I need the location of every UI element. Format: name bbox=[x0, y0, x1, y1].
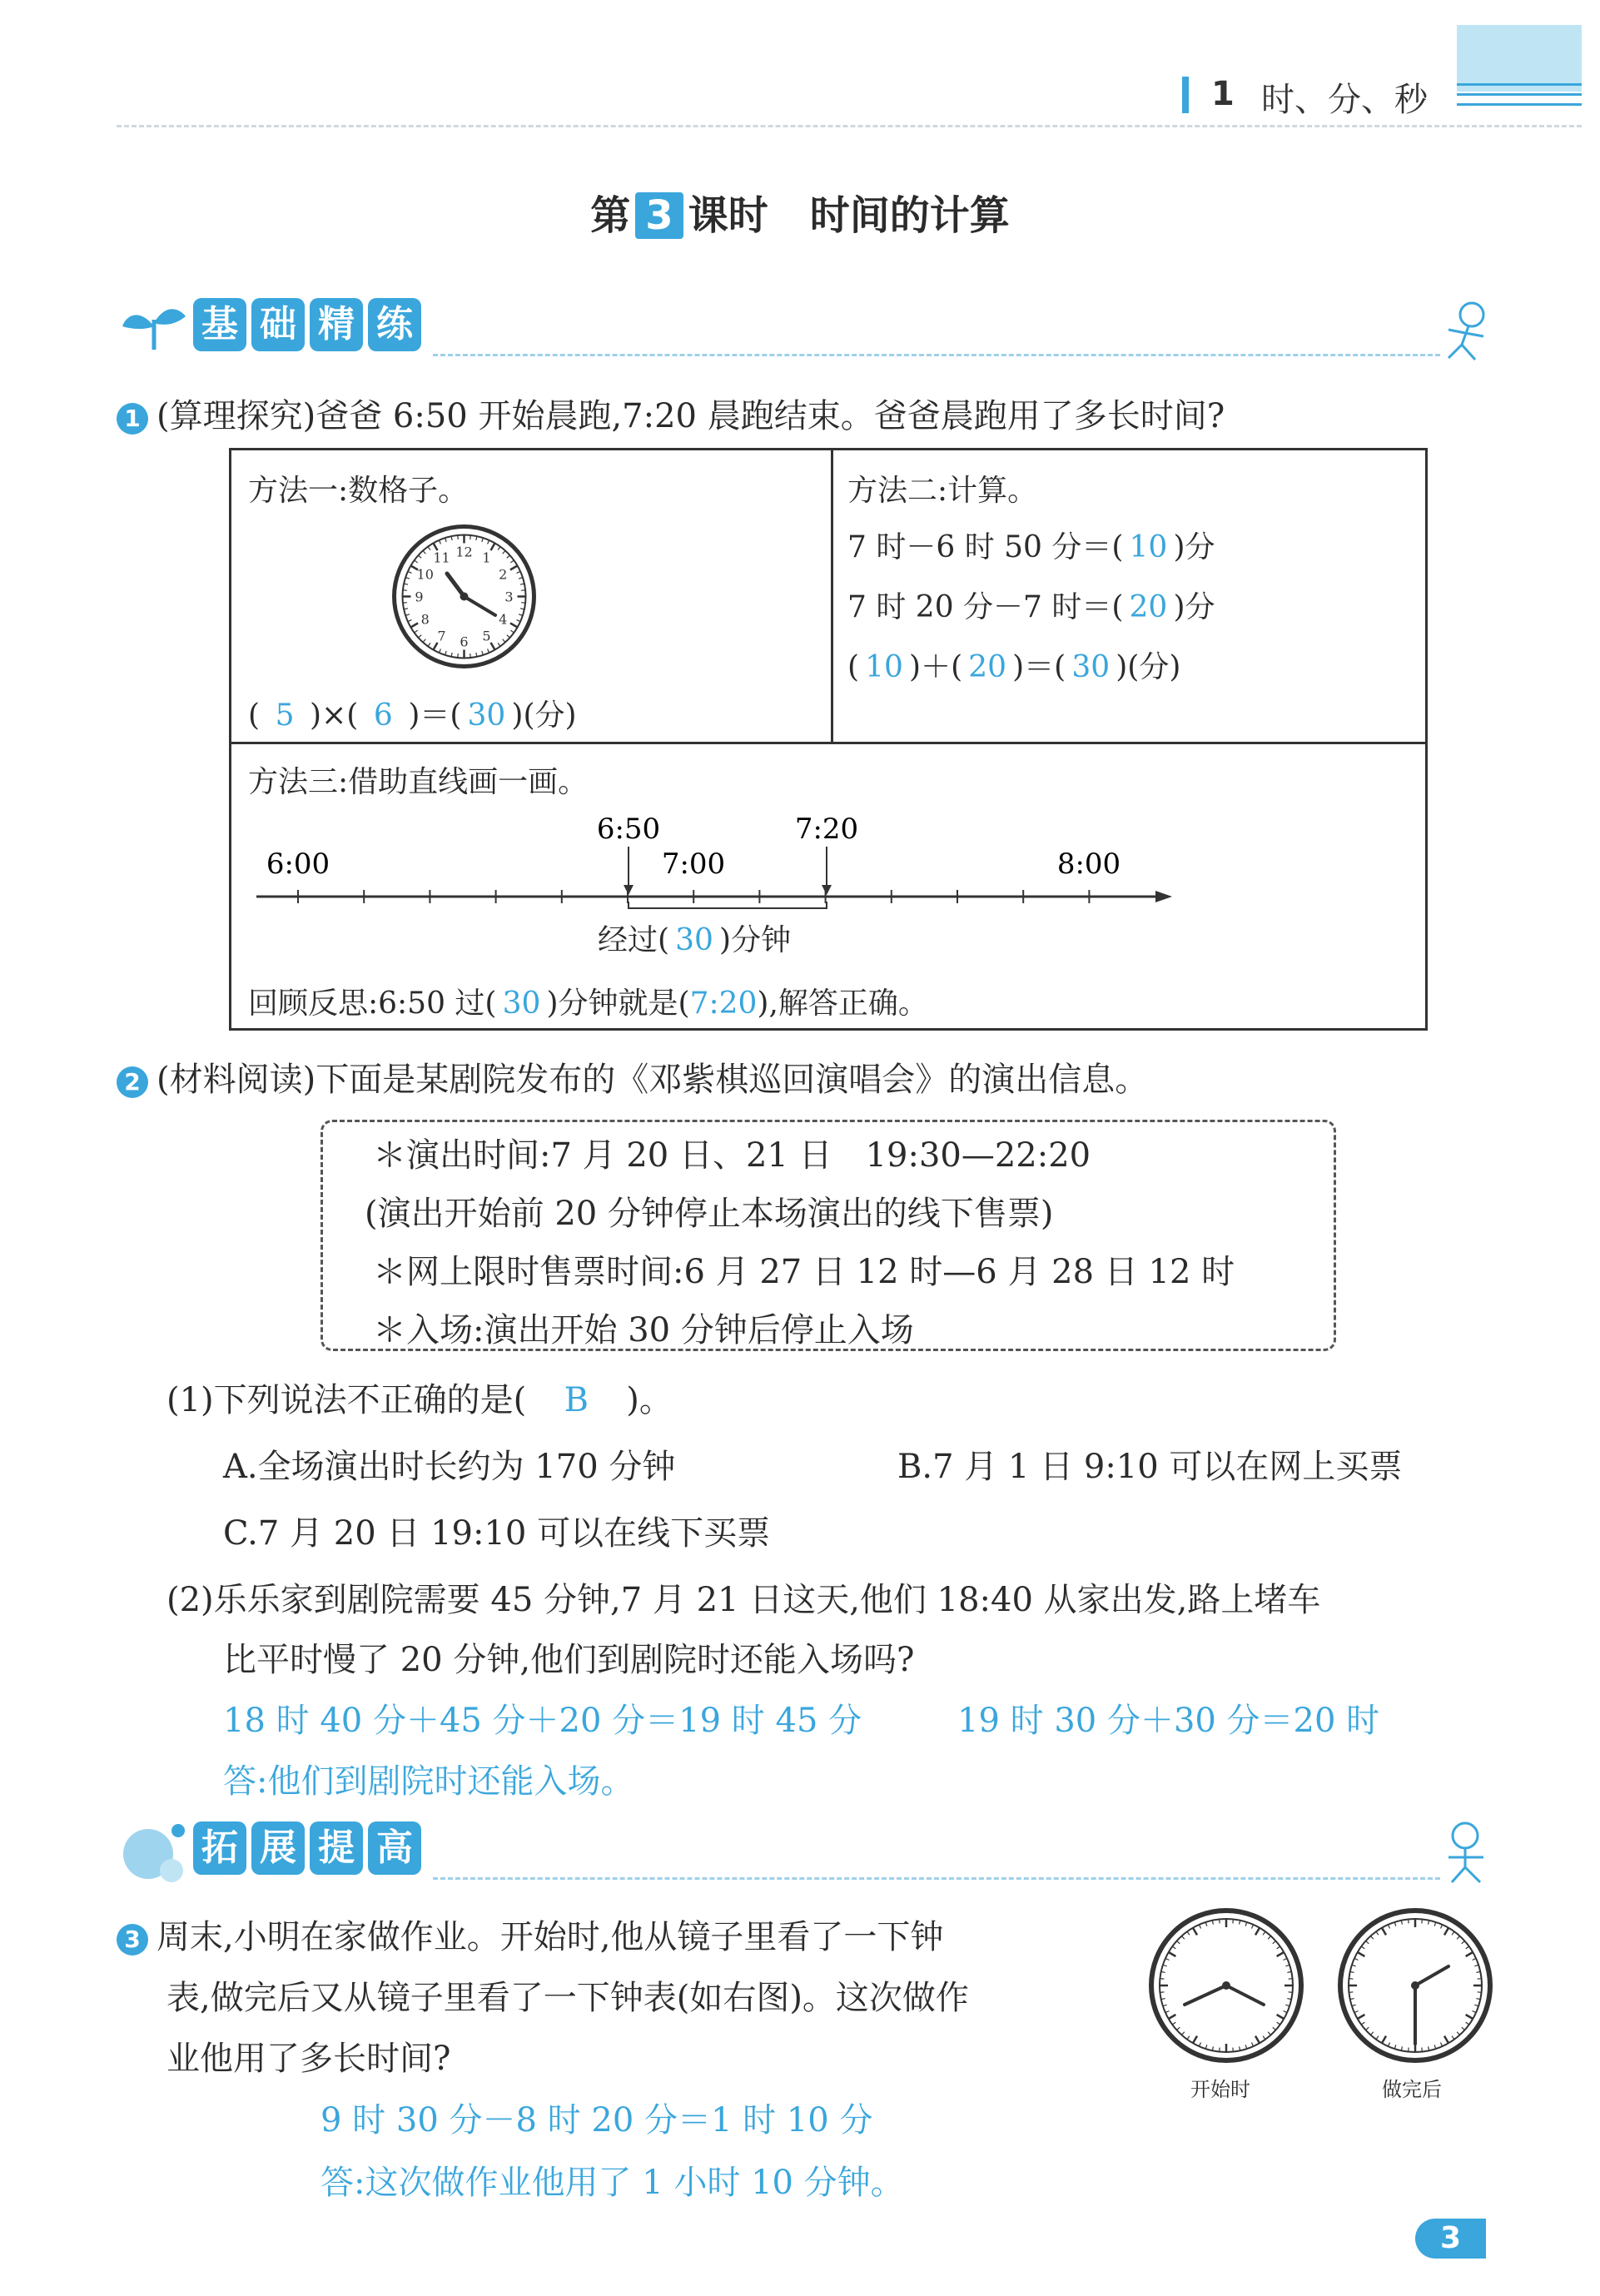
answer: 20 bbox=[1129, 590, 1168, 624]
lesson-number-badge: 3 bbox=[635, 192, 683, 239]
tick-label: 6:00 bbox=[266, 847, 330, 881]
option-c: C.7 月 20 日 19:10 可以在线下买票 bbox=[223, 1514, 771, 1553]
clock-tick bbox=[403, 590, 407, 591]
section1-char: 精 bbox=[310, 298, 363, 351]
review-line bbox=[248, 980, 928, 1022]
text: )分 bbox=[1173, 530, 1215, 564]
performance-info-box bbox=[320, 1120, 1336, 1351]
clock-tick bbox=[458, 654, 459, 658]
section-banner-basic bbox=[193, 298, 426, 356]
info-line: ＊入场:演出开始 30 分钟后停止入场 bbox=[373, 1311, 914, 1349]
q3-text: 周末,小明在家做作业。开始时,他从镜子里看了一下钟 bbox=[157, 1918, 944, 1956]
clock-number: 5 bbox=[482, 628, 491, 644]
q2-part2-line1: (2)乐乐家到剧院需要 45 分钟,7 月 21 日这天,他们 18:40 从家出发,路上堵车 bbox=[166, 1581, 1321, 1619]
text: )分钟 bbox=[719, 923, 792, 957]
method1-label: 方法一:数格子。 bbox=[248, 474, 469, 508]
option-b: B.7 月 1 日 9:10 可以在网上买票 bbox=[897, 1448, 1403, 1486]
lesson-suffix: 课时 bbox=[688, 192, 768, 239]
question-2 bbox=[117, 1053, 1148, 1101]
clock-tick bbox=[1233, 2048, 1234, 2052]
chapter-title: 时、分、秒 bbox=[1261, 81, 1428, 119]
mirror-clock-start-icon bbox=[1147, 1906, 1305, 2065]
running-kid-icon bbox=[1432, 300, 1498, 366]
text: 经过( bbox=[598, 923, 670, 957]
question-1-text: (算理探究)爸爸 6:50 开始晨跑,7:20 晨跑结束。爸爸晨跑用了多长时间? bbox=[157, 397, 1225, 435]
q2-answer-calc2: 19 时 30 分＋30 分＝20 时 bbox=[957, 1702, 1380, 1740]
method3-label: 方法三:借助直线画一画。 bbox=[248, 765, 589, 799]
sprout-icon bbox=[121, 301, 187, 351]
mirror-clock-end-icon bbox=[1336, 1906, 1494, 2065]
answer: 30 bbox=[467, 698, 506, 733]
answer: 10 bbox=[865, 650, 903, 684]
text: )分 bbox=[1173, 590, 1215, 624]
answer: 5 bbox=[275, 698, 295, 733]
q2-part2-line2: 比平时慢了 20 分钟,他们到剧院时还能入场吗? bbox=[223, 1641, 915, 1679]
reading-kid-icon bbox=[1432, 1819, 1498, 1886]
header-stripe bbox=[1457, 93, 1582, 96]
clock-number: 6 bbox=[460, 634, 469, 650]
clock-tick bbox=[1289, 1979, 1293, 1980]
clock-tick bbox=[458, 535, 459, 539]
number-line bbox=[256, 808, 1180, 925]
method2-line3: ( 10 )＋( 20 )＝( 30 )(分) bbox=[847, 650, 1181, 684]
unit-label: (分) bbox=[523, 698, 577, 733]
clock-tick bbox=[1349, 1979, 1353, 1980]
clock-number: 9 bbox=[415, 589, 424, 605]
tick-label: 7:00 bbox=[661, 847, 726, 881]
info-line: ＊演出时间:7 月 20 日、21 日 19:30—22:20 bbox=[373, 1136, 1091, 1175]
clock-number: 2 bbox=[499, 566, 508, 583]
header-divider bbox=[117, 125, 1582, 127]
clock-tick bbox=[470, 535, 471, 539]
text: (1)下列说法不正确的是( bbox=[166, 1381, 527, 1419]
header-stripe bbox=[1457, 83, 1582, 86]
section1-divider bbox=[433, 354, 1440, 356]
lesson-title bbox=[0, 183, 1600, 241]
q3-line3: 业他用了多长时间? bbox=[166, 2040, 451, 2078]
chapter-number: 1 bbox=[1211, 75, 1235, 113]
clock-number: 3 bbox=[504, 589, 514, 605]
method3-passed bbox=[598, 917, 791, 959]
question-number: 3 bbox=[117, 1924, 148, 1956]
method2-label: 方法二:计算。 bbox=[847, 474, 1038, 508]
clock-tick bbox=[1289, 1992, 1293, 1993]
info-line: ＊网上限时售票时间:6 月 27 日 12 时—6 月 28 日 12 时 bbox=[373, 1253, 1235, 1291]
section2-divider bbox=[433, 1877, 1440, 1880]
clock-label-end: 做完后 bbox=[1382, 2078, 1442, 2101]
tick-label: 6:50 bbox=[596, 813, 661, 846]
lesson-prefix: 第 bbox=[590, 192, 631, 239]
clock-tick bbox=[1160, 1979, 1164, 1980]
q2-part1 bbox=[166, 1374, 673, 1421]
q3-line1 bbox=[117, 1911, 943, 1958]
question-number: 1 bbox=[117, 403, 148, 435]
table-divider bbox=[831, 450, 833, 742]
clock-number: 10 bbox=[416, 566, 434, 583]
lesson-name: 时间的计算 bbox=[809, 192, 1010, 239]
question-1 bbox=[117, 390, 1225, 437]
question-number: 2 bbox=[117, 1066, 148, 1098]
section2-char: 展 bbox=[251, 1821, 305, 1875]
clock-icon bbox=[391, 524, 537, 669]
text: 7 时 20 分－7 时＝( bbox=[847, 590, 1124, 624]
q2-answer-calc1: 18 时 40 分＋45 分＋20 分＝19 时 45 分 bbox=[223, 1702, 862, 1740]
clock-label-start: 开始时 bbox=[1190, 2078, 1250, 2101]
clock-tick bbox=[521, 590, 525, 591]
text: ),解答正确。 bbox=[757, 986, 928, 1021]
clock-number: 4 bbox=[499, 611, 508, 628]
clock-number: 7 bbox=[437, 628, 446, 644]
section2-char: 提 bbox=[310, 1821, 363, 1875]
clock-number: 8 bbox=[420, 611, 430, 628]
clock-tick bbox=[1160, 1992, 1164, 1993]
question-2-text: (材料阅读)下面是某剧院发布的《邓紫棋巡回演唱会》的演出信息。 bbox=[157, 1061, 1149, 1099]
section1-char: 练 bbox=[368, 298, 421, 351]
header-stripe bbox=[1457, 103, 1582, 106]
text: 回顾反思:6:50 过( bbox=[248, 986, 497, 1021]
header-bar bbox=[1182, 77, 1189, 113]
section1-char: 基 bbox=[193, 298, 246, 351]
q2-answer-final: 答:他们到剧院时还能入场。 bbox=[223, 1762, 634, 1801]
page-number: 3 bbox=[1415, 2219, 1486, 2259]
clock-tick bbox=[470, 654, 471, 658]
text: 7 时－6 时 50 分＝( bbox=[847, 530, 1124, 564]
clock-tick bbox=[1233, 1919, 1234, 1923]
clock-tick bbox=[521, 603, 525, 604]
section1-char: 础 bbox=[251, 298, 305, 351]
option-a: A.全场演出时长约为 170 分钟 bbox=[223, 1448, 676, 1486]
answer: B bbox=[564, 1381, 589, 1419]
answer: 30 bbox=[1071, 650, 1111, 684]
clock-tick bbox=[1478, 1979, 1482, 1980]
table-divider bbox=[231, 742, 1425, 744]
answer: 20 bbox=[968, 650, 1007, 684]
section2-char: 高 bbox=[368, 1821, 421, 1875]
clock-tick bbox=[403, 603, 407, 604]
section2-char: 拓 bbox=[193, 1821, 246, 1875]
answer: 7:20 bbox=[689, 986, 758, 1021]
tick-label: 7:20 bbox=[794, 813, 859, 846]
text: )(分) bbox=[1116, 650, 1181, 684]
clock-tick bbox=[1478, 1992, 1482, 1993]
info-line: (演出开始前 20 分钟停止本场演出的线下售票) bbox=[365, 1195, 1054, 1233]
q3-line2: 表,做完后又从镜子里看了一下钟表(如右图)。这次做作 bbox=[166, 1979, 969, 2017]
clock-tick bbox=[1422, 2048, 1423, 2052]
q3-answer-final: 答:这次做作业他用了 1 小时 10 分钟。 bbox=[320, 2164, 904, 2202]
methods-table bbox=[229, 448, 1428, 1031]
method2-line2 bbox=[847, 584, 1215, 626]
clock-number: 1 bbox=[482, 549, 491, 566]
answer: 30 bbox=[502, 986, 541, 1021]
clock-number: 12 bbox=[455, 544, 473, 560]
answer: 6 bbox=[373, 698, 393, 733]
section-banner-extend bbox=[193, 1821, 426, 1880]
text: )分钟就是( bbox=[546, 986, 690, 1021]
q3-answer-calc: 9 时 30 分－8 时 20 分＝1 时 10 分 bbox=[320, 2101, 873, 2139]
clock-number: 11 bbox=[433, 549, 450, 566]
method1-formula: ( 5 )×( 6 )＝( 30 )(分) bbox=[248, 698, 577, 733]
tick-label: 8:00 bbox=[1056, 847, 1121, 881]
clock-tick bbox=[1349, 1992, 1353, 1993]
text: )。 bbox=[626, 1381, 673, 1419]
clock-tick bbox=[1422, 1919, 1423, 1923]
answer: 10 bbox=[1129, 530, 1168, 564]
bubbles-icon bbox=[117, 1819, 191, 1886]
answer: 30 bbox=[675, 923, 713, 957]
method2-line1 bbox=[847, 524, 1215, 566]
header-decor-block bbox=[1457, 25, 1582, 92]
